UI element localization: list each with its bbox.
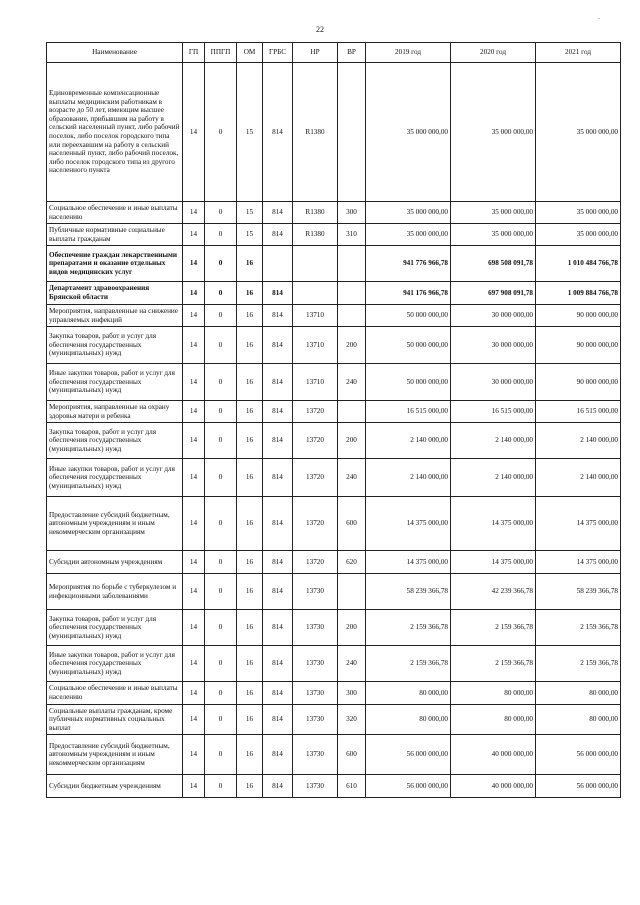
cell-y2020: 40 000 000,00 [451, 735, 536, 775]
cell-name: Социальные выплаты гражданам, кроме публичных нормативных социальных выплат [47, 705, 183, 735]
table-row [47, 423, 621, 459]
cell-y2021: 90 000 000,00 [536, 327, 621, 364]
cell-y2019: 2 159 366,78 [366, 646, 451, 682]
cell-nr: 13720 [293, 459, 338, 497]
cell-nr: 13730 [293, 775, 338, 798]
col-header-gp: ГП [183, 43, 205, 63]
cell-gp: 14 [183, 459, 205, 497]
cell-om: 16 [237, 246, 263, 282]
table-row [47, 305, 621, 327]
cell-y2021: 56 000 000,00 [536, 735, 621, 775]
cell-ppgp: 0 [205, 364, 237, 401]
col-header-om: ОМ [237, 43, 263, 63]
col-header-grbs: ГРБС [263, 43, 293, 63]
cell-grbs: 814 [263, 610, 293, 646]
cell-om: 16 [237, 646, 263, 682]
cell-ppgp: 0 [205, 551, 237, 574]
cell-y2021: 90 000 000,00 [536, 364, 621, 401]
table-row [47, 224, 621, 246]
cell-y2019: 941 176 966,78 [366, 282, 451, 305]
cell-y2020: 2 140 000,00 [451, 459, 536, 497]
cell-y2021: 90 000 000,00 [536, 305, 621, 327]
cell-y2019: 2 159 366,78 [366, 610, 451, 646]
cell-gp: 14 [183, 202, 205, 224]
cell-y2020: 14 375 000,00 [451, 497, 536, 551]
cell-name: Иные закупки товаров, работ и услуг для обеспечения государственных (муниципальных) нужд [47, 646, 183, 682]
cell-y2021: 1 009 884 766,78 [536, 282, 621, 305]
cell-name: Мероприятия, направленные на снижение управляемых инфекций [47, 305, 183, 327]
cell-nr: 13710 [293, 327, 338, 364]
cell-nr: 13720 [293, 423, 338, 459]
table-header-row [47, 43, 621, 63]
cell-gp: 14 [183, 401, 205, 423]
cell-y2019: 50 000 000,00 [366, 305, 451, 327]
cell-vr: 200 [338, 423, 366, 459]
cell-grbs: 814 [263, 497, 293, 551]
cell-y2019: 58 239 366,78 [366, 574, 451, 610]
cell-y2020: 30 000 000,00 [451, 327, 536, 364]
cell-gp: 14 [183, 327, 205, 364]
cell-vr [338, 574, 366, 610]
cell-ppgp: 0 [205, 735, 237, 775]
cell-grbs: 814 [263, 401, 293, 423]
cell-nr: R1380 [293, 224, 338, 246]
cell-ppgp: 0 [205, 682, 237, 705]
col-header-vr: ВР [338, 43, 366, 63]
cell-ppgp: 0 [205, 497, 237, 551]
cell-om: 16 [237, 705, 263, 735]
cell-gp: 14 [183, 63, 205, 202]
page-number: 22 [316, 25, 324, 34]
cell-gp: 14 [183, 551, 205, 574]
corner-mark: - [598, 14, 601, 22]
cell-name: Публичные нормативные социальные выплаты гражданам [47, 224, 183, 246]
cell-y2019: 14 375 000,00 [366, 497, 451, 551]
cell-om: 16 [237, 364, 263, 401]
cell-y2019: 80 000,00 [366, 705, 451, 735]
cell-y2019: 56 000 000,00 [366, 775, 451, 798]
cell-grbs: 814 [263, 202, 293, 224]
cell-y2021: 2 140 000,00 [536, 423, 621, 459]
cell-ppgp: 0 [205, 246, 237, 282]
table-row [47, 63, 621, 202]
cell-grbs: 814 [263, 327, 293, 364]
cell-y2021: 16 515 000,00 [536, 401, 621, 423]
table-row [47, 610, 621, 646]
cell-gp: 14 [183, 646, 205, 682]
cell-vr [338, 282, 366, 305]
cell-om: 16 [237, 305, 263, 327]
cell-grbs: 814 [263, 705, 293, 735]
cell-vr: 240 [338, 459, 366, 497]
cell-y2019: 35 000 000,00 [366, 224, 451, 246]
cell-nr: 13720 [293, 497, 338, 551]
cell-name: Субсидии автономным учреждениям [47, 551, 183, 574]
cell-name: Социальное обеспечение и иные выплаты населению [47, 202, 183, 224]
cell-y2020: 80 000,00 [451, 705, 536, 735]
cell-grbs: 814 [263, 775, 293, 798]
cell-y2019: 2 140 000,00 [366, 459, 451, 497]
cell-om: 16 [237, 574, 263, 610]
cell-om: 16 [237, 682, 263, 705]
cell-om: 16 [237, 610, 263, 646]
cell-vr: 610 [338, 775, 366, 798]
table-row [47, 705, 621, 735]
cell-nr: 13730 [293, 705, 338, 735]
cell-name: Мероприятия по борьбе с туберкулезом и инфекционными заболеваниями [47, 574, 183, 610]
cell-nr: 13730 [293, 610, 338, 646]
cell-nr: 13730 [293, 682, 338, 705]
cell-y2021: 2 140 000,00 [536, 459, 621, 497]
cell-om: 15 [237, 63, 263, 202]
cell-ppgp: 0 [205, 63, 237, 202]
cell-name: Закупка товаров, работ и услуг для обеспечения государственных (муниципальных) нужд [47, 610, 183, 646]
cell-y2021: 14 375 000,00 [536, 551, 621, 574]
cell-om: 15 [237, 202, 263, 224]
cell-gp: 14 [183, 246, 205, 282]
cell-om: 16 [237, 735, 263, 775]
cell-name: Предоставление субсидий бюджетным, автономным учреждениям и иным некоммерческим организациям [47, 735, 183, 775]
cell-nr: 13730 [293, 646, 338, 682]
cell-gp: 14 [183, 610, 205, 646]
cell-gp: 14 [183, 735, 205, 775]
cell-y2020: 35 000 000,00 [451, 224, 536, 246]
cell-vr: 240 [338, 646, 366, 682]
col-header-2021: 2021 год [536, 43, 621, 63]
cell-y2020: 16 515 000,00 [451, 401, 536, 423]
cell-y2021: 80 000,00 [536, 705, 621, 735]
table-row [47, 497, 621, 551]
cell-y2020: 30 000 000,00 [451, 305, 536, 327]
cell-ppgp: 0 [205, 305, 237, 327]
cell-y2021: 35 000 000,00 [536, 202, 621, 224]
cell-y2021: 35 000 000,00 [536, 224, 621, 246]
cell-nr: 13720 [293, 551, 338, 574]
budget-table [46, 42, 621, 798]
table-row [47, 646, 621, 682]
cell-ppgp: 0 [205, 282, 237, 305]
cell-y2019: 941 776 966,78 [366, 246, 451, 282]
cell-om: 16 [237, 401, 263, 423]
cell-om: 16 [237, 459, 263, 497]
cell-gp: 14 [183, 423, 205, 459]
cell-y2019: 35 000 000,00 [366, 202, 451, 224]
cell-name: Департамент здравоохранения Брянской области [47, 282, 183, 305]
cell-name: Обеспечение граждан лекарственными препаратами и оказание отдельных видов медицинских услуг [47, 246, 183, 282]
cell-y2020: 2 159 366,78 [451, 646, 536, 682]
table-row [47, 682, 621, 705]
cell-y2021: 80 000,00 [536, 682, 621, 705]
cell-grbs [263, 246, 293, 282]
cell-y2021: 58 239 366,78 [536, 574, 621, 610]
table-row [47, 459, 621, 497]
cell-gp: 14 [183, 305, 205, 327]
cell-y2019: 16 515 000,00 [366, 401, 451, 423]
cell-om: 15 [237, 224, 263, 246]
cell-y2019: 50 000 000,00 [366, 364, 451, 401]
cell-nr: 13730 [293, 735, 338, 775]
cell-name: Социальное обеспечение и иные выплаты населению [47, 682, 183, 705]
cell-om: 16 [237, 423, 263, 459]
cell-om: 16 [237, 497, 263, 551]
cell-gp: 14 [183, 224, 205, 246]
cell-gp: 14 [183, 497, 205, 551]
cell-vr: 620 [338, 551, 366, 574]
cell-name: Иные закупки товаров, работ и услуг для обеспечения государственных (муниципальных) нужд [47, 459, 183, 497]
cell-y2019: 2 140 000,00 [366, 423, 451, 459]
cell-y2021: 14 375 000,00 [536, 497, 621, 551]
cell-y2020: 80 000,00 [451, 682, 536, 705]
cell-y2019: 50 000 000,00 [366, 327, 451, 364]
cell-ppgp: 0 [205, 401, 237, 423]
cell-grbs: 814 [263, 224, 293, 246]
cell-nr: 13730 [293, 574, 338, 610]
cell-grbs: 814 [263, 282, 293, 305]
cell-y2021: 1 010 484 766,78 [536, 246, 621, 282]
cell-nr: 13710 [293, 364, 338, 401]
cell-gp: 14 [183, 705, 205, 735]
cell-gp: 14 [183, 775, 205, 798]
table-row [47, 574, 621, 610]
cell-grbs: 814 [263, 682, 293, 705]
cell-gp: 14 [183, 574, 205, 610]
col-header-name: Наименование [47, 43, 183, 63]
cell-grbs: 814 [263, 551, 293, 574]
table-row [47, 202, 621, 224]
cell-grbs: 814 [263, 305, 293, 327]
cell-y2020: 35 000 000,00 [451, 63, 536, 202]
table-row [47, 401, 621, 423]
cell-nr [293, 246, 338, 282]
col-header-2020: 2020 год [451, 43, 536, 63]
cell-grbs: 814 [263, 574, 293, 610]
table-row [47, 282, 621, 305]
cell-om: 16 [237, 282, 263, 305]
cell-vr: 300 [338, 202, 366, 224]
cell-y2020: 698 508 091,78 [451, 246, 536, 282]
col-header-ppgp: ППГП [205, 43, 237, 63]
cell-vr [338, 246, 366, 282]
cell-ppgp: 0 [205, 574, 237, 610]
cell-ppgp: 0 [205, 610, 237, 646]
cell-name: Мероприятия, направленные на охрану здоровья матери и ребенка [47, 401, 183, 423]
cell-grbs: 814 [263, 646, 293, 682]
cell-vr: 600 [338, 497, 366, 551]
cell-om: 16 [237, 775, 263, 798]
col-header-2019: 2019 год [366, 43, 451, 63]
cell-vr: 300 [338, 682, 366, 705]
cell-om: 16 [237, 327, 263, 364]
cell-vr: 600 [338, 735, 366, 775]
cell-y2019: 35 000 000,00 [366, 63, 451, 202]
cell-y2020: 35 000 000,00 [451, 202, 536, 224]
cell-vr: 310 [338, 224, 366, 246]
cell-nr: R1380 [293, 202, 338, 224]
cell-nr: 13720 [293, 401, 338, 423]
cell-ppgp: 0 [205, 423, 237, 459]
cell-y2019: 80 000,00 [366, 682, 451, 705]
cell-grbs: 814 [263, 423, 293, 459]
cell-gp: 14 [183, 682, 205, 705]
cell-name: Субсидии бюджетным учреждениям [47, 775, 183, 798]
cell-name: Единовременные компенсационные выплаты медицинским работникам в возрасте до 50 лет, имеющим высшее образование, прибывшим на работу в сельский населенный пункт, либо рабочий поселок, либо поселок городского типа или переехавшим на работу в сельский населенный пункт, либо рабочий поселок, либо поселок городского типа из другого населенного пункта [47, 63, 183, 202]
table-row [47, 364, 621, 401]
cell-nr: R1380 [293, 63, 338, 202]
cell-vr: 200 [338, 610, 366, 646]
cell-y2019: 14 375 000,00 [366, 551, 451, 574]
table-row [47, 551, 621, 574]
cell-y2020: 42 239 366,78 [451, 574, 536, 610]
cell-y2020: 697 908 091,78 [451, 282, 536, 305]
cell-y2020: 2 159 366,78 [451, 610, 536, 646]
cell-ppgp: 0 [205, 202, 237, 224]
cell-y2021: 56 000 000,00 [536, 775, 621, 798]
cell-vr: 200 [338, 327, 366, 364]
cell-y2019: 56 000 000,00 [366, 735, 451, 775]
cell-grbs: 814 [263, 63, 293, 202]
table-row [47, 327, 621, 364]
col-header-nr: НР [293, 43, 338, 63]
cell-name: Иные закупки товаров, работ и услуг для обеспечения государственных (муниципальных) нужд [47, 364, 183, 401]
cell-gp: 14 [183, 282, 205, 305]
cell-vr [338, 401, 366, 423]
cell-y2020: 2 140 000,00 [451, 423, 536, 459]
cell-vr [338, 63, 366, 202]
cell-ppgp: 0 [205, 705, 237, 735]
cell-ppgp: 0 [205, 459, 237, 497]
cell-name: Закупка товаров, работ и услуг для обеспечения государственных (муниципальных) нужд [47, 423, 183, 459]
cell-y2020: 30 000 000,00 [451, 364, 536, 401]
table-row [47, 735, 621, 775]
cell-ppgp: 0 [205, 646, 237, 682]
table-row [47, 775, 621, 798]
cell-y2021: 2 159 366,78 [536, 610, 621, 646]
cell-name: Предоставление субсидий бюджетным, автономным учреждениям и иным некоммерческим организациям [47, 497, 183, 551]
cell-name: Закупка товаров, работ и услуг для обеспечения государственных (муниципальных) нужд [47, 327, 183, 364]
cell-nr: 13710 [293, 305, 338, 327]
cell-grbs: 814 [263, 364, 293, 401]
cell-ppgp: 0 [205, 775, 237, 798]
cell-vr [338, 305, 366, 327]
cell-y2020: 40 000 000,00 [451, 775, 536, 798]
cell-nr [293, 282, 338, 305]
cell-vr: 320 [338, 705, 366, 735]
cell-y2021: 2 159 366,78 [536, 646, 621, 682]
cell-vr: 240 [338, 364, 366, 401]
cell-om: 16 [237, 551, 263, 574]
cell-y2021: 35 000 000,00 [536, 63, 621, 202]
table-row [47, 246, 621, 282]
cell-grbs: 814 [263, 735, 293, 775]
cell-gp: 14 [183, 364, 205, 401]
cell-ppgp: 0 [205, 224, 237, 246]
cell-ppgp: 0 [205, 327, 237, 364]
cell-grbs: 814 [263, 459, 293, 497]
cell-y2020: 14 375 000,00 [451, 551, 536, 574]
